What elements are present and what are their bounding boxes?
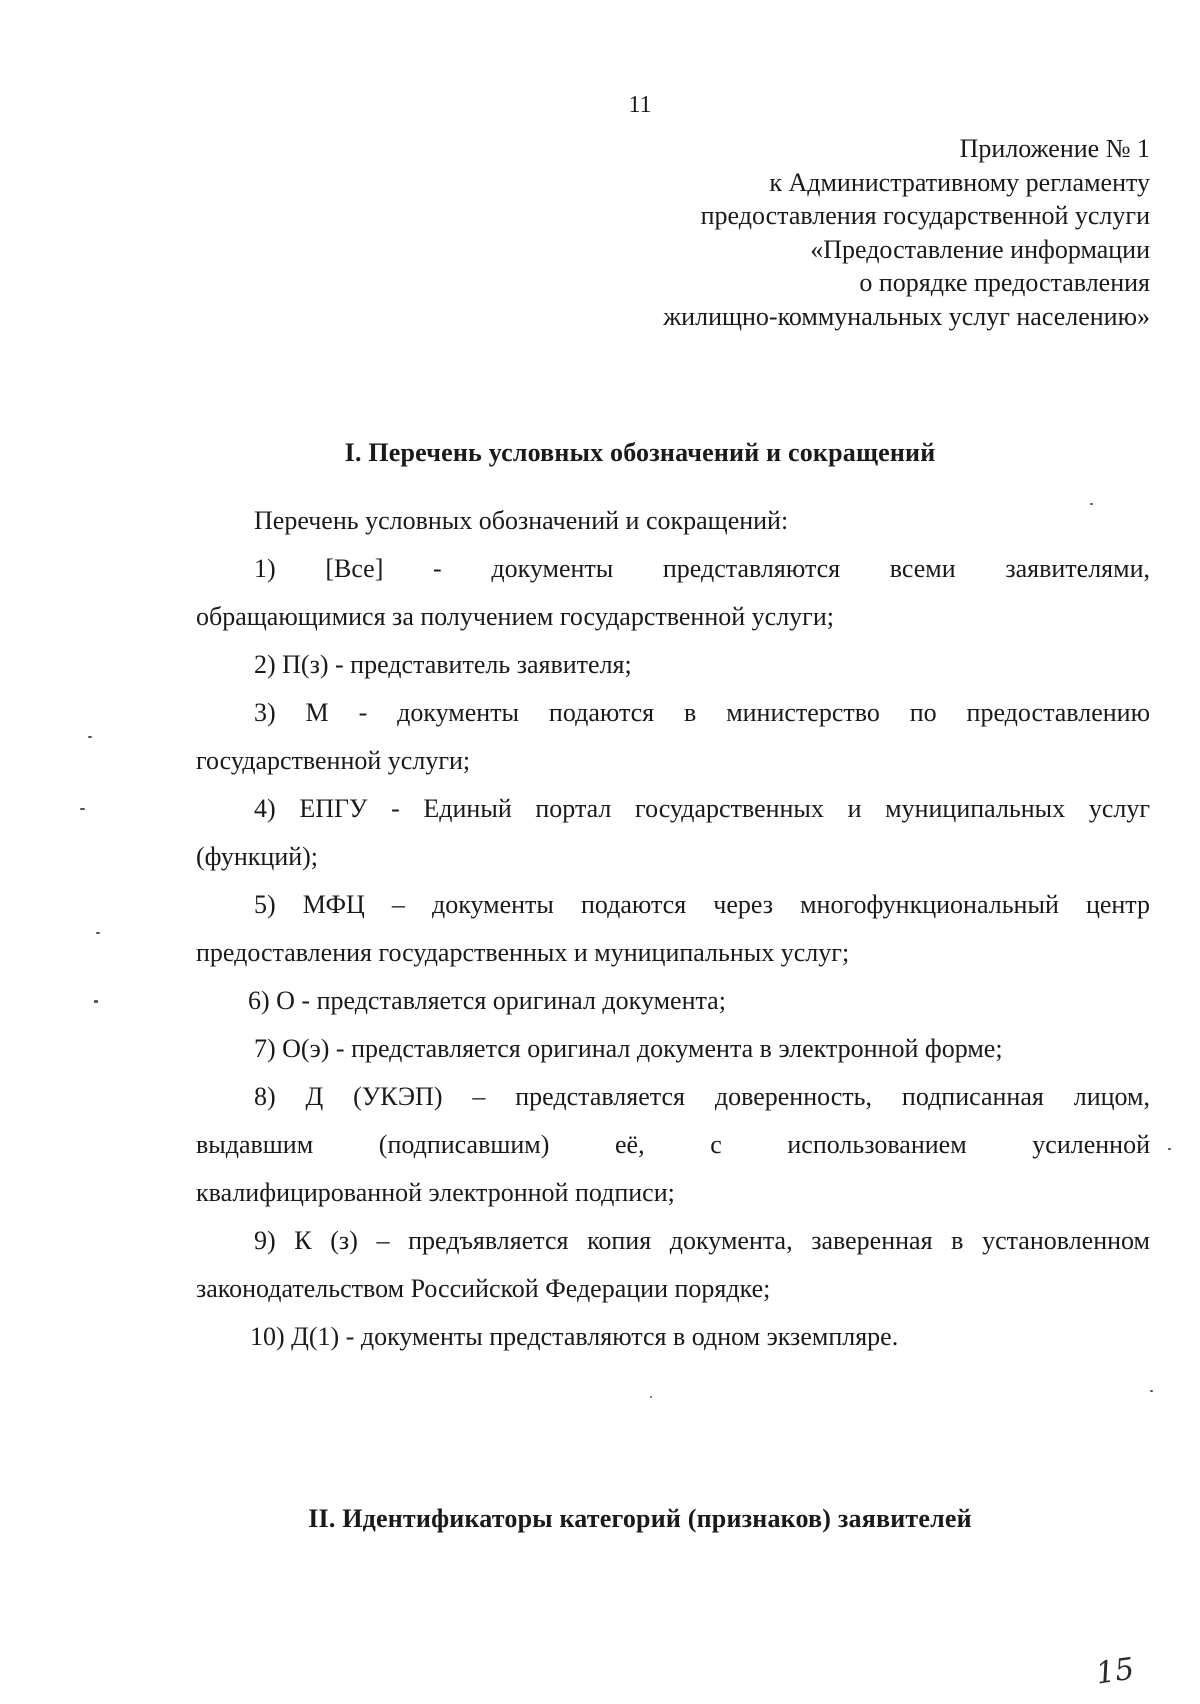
page-number: 11 xyxy=(628,92,652,118)
scan-speck xyxy=(1090,503,1093,505)
appendix-line: Приложение № 1 xyxy=(959,134,1150,163)
list-item-8-line-2: выдавшим (подписавшим) её, с использованием усиленной xyxy=(196,1130,1150,1159)
list-item-5-line-2: предоставления государственных и муниципальных услуг; xyxy=(196,938,850,967)
scan-speck xyxy=(1150,1390,1153,1392)
scan-speck xyxy=(650,1396,652,1398)
scan-speck xyxy=(96,932,100,934)
scan-speck xyxy=(88,736,92,738)
appendix-line: к Административному регламенту xyxy=(769,167,1150,197)
scan-speck xyxy=(94,1000,98,1003)
appendix-line: предоставления государственной услуги xyxy=(700,201,1150,230)
handwritten-page-mark: 15 xyxy=(1093,1651,1137,1692)
appendix-line: «Предоставление информации xyxy=(810,234,1150,264)
list-item-6: 6) О - представляется оригинал документа; xyxy=(248,986,726,1015)
list-item-10: 10) Д(1) - документы представляются в одном экземпляре. xyxy=(250,1322,899,1351)
list-item-3-line-2: государственной услуги; xyxy=(196,746,471,775)
list-item-7: 7) О(э) - представляется оригинал документа в электронной форме; xyxy=(254,1034,1003,1063)
list-item-8-line-3: квалифицированной электронной подписи; xyxy=(196,1178,675,1207)
scan-speck xyxy=(1168,1148,1171,1150)
list-item-3-line-1: 3) М - документы подаются в министерство по предоставлению xyxy=(254,698,1150,727)
list-item-9-line-2: законодательством Российской Федерации порядке; xyxy=(196,1274,771,1303)
appendix-line: жилищно-коммунальных услуг населению» xyxy=(663,301,1150,331)
appendix-line: о порядке предоставления xyxy=(859,268,1150,297)
list-item-4-line-1: 4) ЕПГУ - Единый портал государственных и муниципальных услуг xyxy=(254,794,1150,823)
list-item-9-line-1: 9) К (з) – предъявляется копия документа, заверенная в установленном xyxy=(254,1226,1150,1255)
list-item-1-line-2: обращающимися за получением государственной услуги; xyxy=(196,602,834,631)
list-item-2: 2) П(з) - представитель заявителя; xyxy=(254,650,632,679)
section-1-heading: I. Перечень условных обозначений и сокращений xyxy=(344,438,936,467)
appendix-caption xyxy=(510,132,1150,333)
list-item-1-line-1: 1) [Все] - документы представляются всеми заявителями, xyxy=(254,554,1150,583)
list-item-4-line-2: (функций); xyxy=(196,842,319,871)
list-item-8-line-1: 8) Д (УКЭП) – представляется доверенность, подписанная лицом, xyxy=(254,1082,1150,1111)
section-2-heading: II. Идентификаторы категорий (признаков) заявителей xyxy=(308,1504,972,1533)
list-intro: Перечень условных обозначений и сокращений: xyxy=(254,506,789,535)
list-item-5-line-1: 5) МФЦ – документы подаются через многофункциональный центр xyxy=(254,890,1150,919)
scan-speck xyxy=(80,808,85,810)
